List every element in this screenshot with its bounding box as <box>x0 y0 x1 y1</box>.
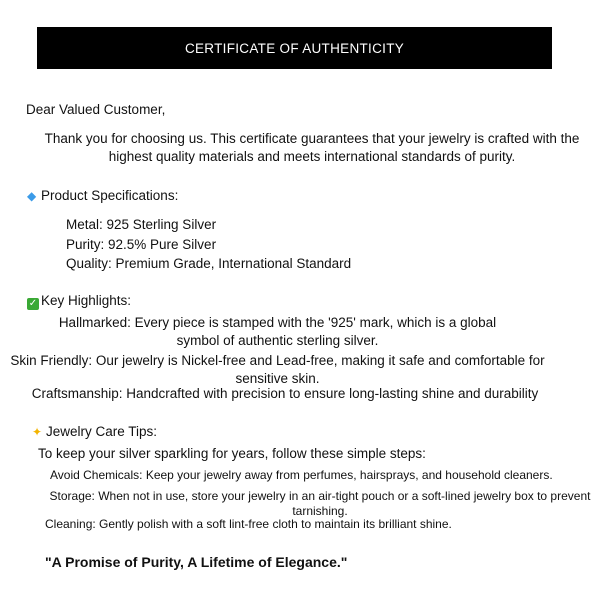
spec-metal: Metal: 925 Sterling Silver <box>66 217 217 232</box>
care-cleaning: Cleaning: Gently polish with a soft lint-free cloth to maintain its brilliant shine. <box>45 517 452 531</box>
gem-icon: ◆ <box>27 189 37 203</box>
care-heading: Jewelry Care Tips: <box>46 424 158 439</box>
specs-heading: Product Specifications: <box>41 188 179 203</box>
care-storage-line-2: tarnishing. <box>292 504 348 518</box>
skin-line-2: sensitive skin. <box>235 371 320 386</box>
greeting: Dear Valued Customer, <box>26 102 166 117</box>
intro-line-1: Thank you for choosing us. This certificate guarantees that your jewelry is crafted with the <box>44 131 580 146</box>
skin-line-1: Skin Friendly: Our jewelry is Nickel-free and Lead-free, making it safe and comfortable for <box>10 353 545 368</box>
spec-quality: Quality: Premium Grade, International Standard <box>66 256 352 271</box>
tagline: "A Promise of Purity, A Lifetime of Elegance." <box>45 554 348 570</box>
intro-line-2: highest quality materials and meets international standards of purity. <box>108 149 516 164</box>
hallmarked-line-1: Hallmarked: Every piece is stamped with the '925' mark, which is a global <box>58 315 497 330</box>
hallmarked-line-2: symbol of authentic sterling silver. <box>176 333 379 348</box>
highlights-heading: Key Highlights: <box>41 293 132 308</box>
title-banner <box>37 27 552 69</box>
specs-heading-row <box>27 187 178 205</box>
care-avoid-chemicals: Avoid Chemicals: Keep your jewelry away from perfumes, hairsprays, and household cleaners. <box>50 468 553 482</box>
spec-purity: Purity: 92.5% Pure Silver <box>66 237 217 252</box>
care-storage-line-1: Storage: When not in use, store your jewelry in an air-tight pouch or a soft-lined jewelry box to prevent <box>49 489 591 503</box>
check-icon: ✓ <box>28 298 38 309</box>
care-heading-row <box>32 423 157 441</box>
page-title: CERTIFICATE OF AUTHENTICITY <box>184 40 405 56</box>
care-intro: To keep your silver sparkling for years, follow these simple steps: <box>38 446 426 461</box>
craftsmanship-line: Craftsmanship: Handcrafted with precision to ensure long-lasting shine and durability <box>31 386 539 401</box>
highlights-heading-row <box>27 292 131 310</box>
sparkles-icon: ✦ <box>32 425 43 439</box>
